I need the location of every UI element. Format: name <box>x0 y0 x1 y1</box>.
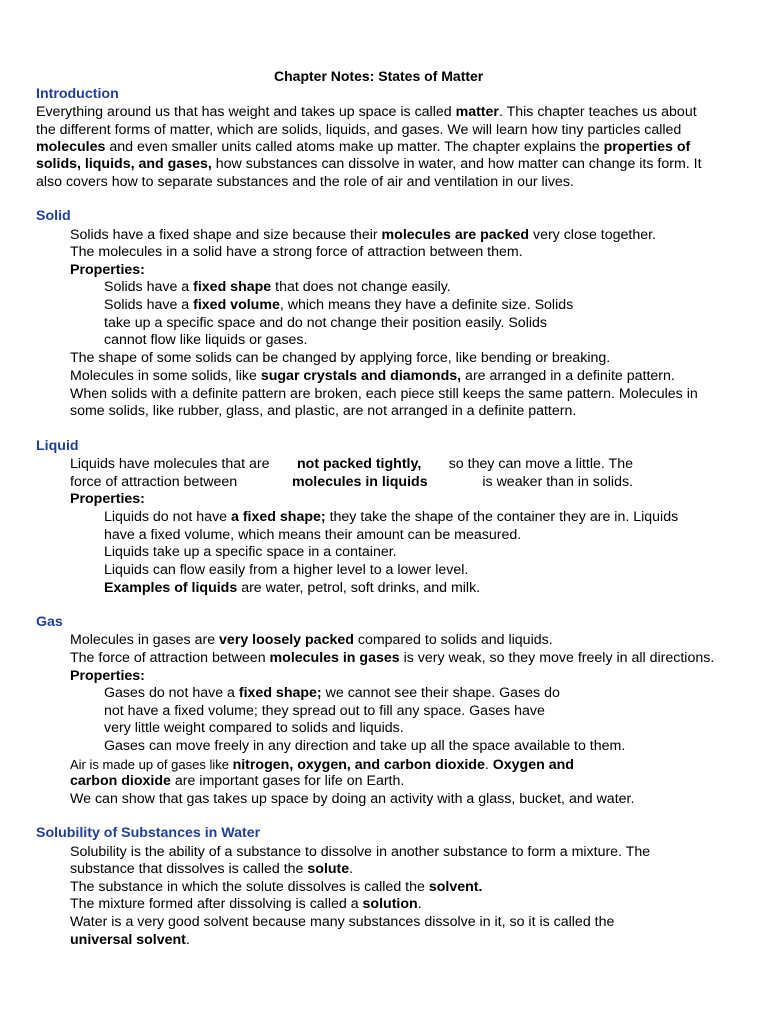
gas-property-4: Gases can move freely in any direction and take up all the space available to them. <box>104 738 626 754</box>
intro-line-4: solids, liquids, and gases, how substances can dissolve in water, and how matter can change its form. It <box>36 156 702 172</box>
solid-property-3: take up a specific space and do not change their position easily. Solids <box>104 315 547 331</box>
heading-gas: Gas <box>36 614 63 630</box>
solubility-line-6: universal solvent. <box>70 932 190 948</box>
heading-solubility: Solubility of Substances in Water <box>36 825 261 841</box>
liquid-property-2: have a fixed volume, which means their amount can be measured. <box>104 527 522 543</box>
heading-liquid: Liquid <box>36 438 79 454</box>
gas-property-1: Gases do not have a fixed shape; we cannot see their shape. Gases do <box>104 685 560 701</box>
liquid-line-2: force of attraction between molecules in liquids is weaker than in solids. <box>70 474 633 490</box>
solubility-line-2: substance that dissolves is called the solute. <box>70 861 354 877</box>
liquid-property-5: Examples of liquids are water, petrol, soft drinks, and milk. <box>104 580 481 596</box>
solid-line-5: When solids with a definite pattern are broken, each piece still keeps the same pattern. Molecules in <box>70 386 698 402</box>
intro-line-5: also covers how to separate substances and the role of air and ventilation in our lives. <box>36 174 574 190</box>
solid-line-2: The molecules in a solid have a strong force of attraction between them. <box>70 244 523 260</box>
solid-line-6: some solids, like rubber, glass, and plastic, are not arranged in a definite pattern. <box>70 403 577 419</box>
liquid-property-3: Liquids take up a specific space in a container. <box>104 544 397 560</box>
solubility-line-5: Water is a very good solvent because many substances dissolve in it, so it is called the <box>70 914 615 930</box>
heading-solid: Solid <box>36 208 71 224</box>
intro-line-2: the different forms of matter, which are solids, liquids, and gases. We will learn how tiny particles called <box>36 122 682 138</box>
gas-line-4: carbon dioxide are important gases for life on Earth. <box>70 773 405 789</box>
liquid-property-1: Liquids do not have a fixed shape; they take the shape of the container they are in. Liquids <box>104 509 679 525</box>
solid-property-4: cannot flow like liquids or gases. <box>104 332 308 348</box>
gas-property-3: very little weight compared to solids and liquids. <box>104 720 404 736</box>
intro-line-1: Everything around us that has weight and takes up space is called matter. This chapter teaches us about <box>36 104 697 120</box>
solubility-line-4: The mixture formed after dissolving is called a solution. <box>70 896 422 912</box>
gas-properties-label: Properties: <box>70 668 145 684</box>
liquid-properties-label: Properties: <box>70 491 145 507</box>
solubility-line-1: Solubility is the ability of a substance to dissolve in another substance to form a mixture. The <box>70 844 651 860</box>
solid-line-3: The shape of some solids can be changed by applying force, like bending or breaking. <box>70 350 611 366</box>
solid-property-2: Solids have a fixed volume, which means they have a definite size. Solids <box>104 297 574 313</box>
liquid-line-1: Liquids have molecules that are not packed tightly, so they can move a little. The <box>70 456 633 472</box>
solid-line-4: Molecules in some solids, like sugar crystals and diamonds, are arranged in a definite pattern. <box>70 368 675 384</box>
solid-properties-label: Properties: <box>70 262 145 278</box>
solid-line-1: Solids have a fixed shape and size because their molecules are packed very close together. <box>70 227 656 243</box>
intro-line-3: molecules and even smaller units called atoms make up matter. The chapter explains the properties of <box>36 139 691 155</box>
gas-line-1: Molecules in gases are very loosely packed compared to solids and liquids. <box>70 632 553 648</box>
page-title: Chapter Notes: States of Matter <box>274 68 484 84</box>
solubility-line-3: The substance in which the solute dissolves is called the solvent. <box>70 879 483 895</box>
gas-line-3: Air is made up of gases like nitrogen, oxygen, and carbon dioxide. Oxygen and <box>70 757 574 773</box>
gas-line-2: The force of attraction between molecules in gases is very weak, so they move freely in all directions. <box>70 650 715 666</box>
liquid-property-4: Liquids can flow easily from a higher level to a lower level. <box>104 562 469 578</box>
solid-property-1: Solids have a fixed shape that does not change easily. <box>104 279 451 295</box>
gas-line-5: We can show that gas takes up space by doing an activity with a glass, bucket, and water. <box>70 791 635 807</box>
heading-introduction: Introduction <box>36 86 119 102</box>
gas-property-2: not have a fixed volume; they spread out to fill any space. Gases have <box>104 703 545 719</box>
